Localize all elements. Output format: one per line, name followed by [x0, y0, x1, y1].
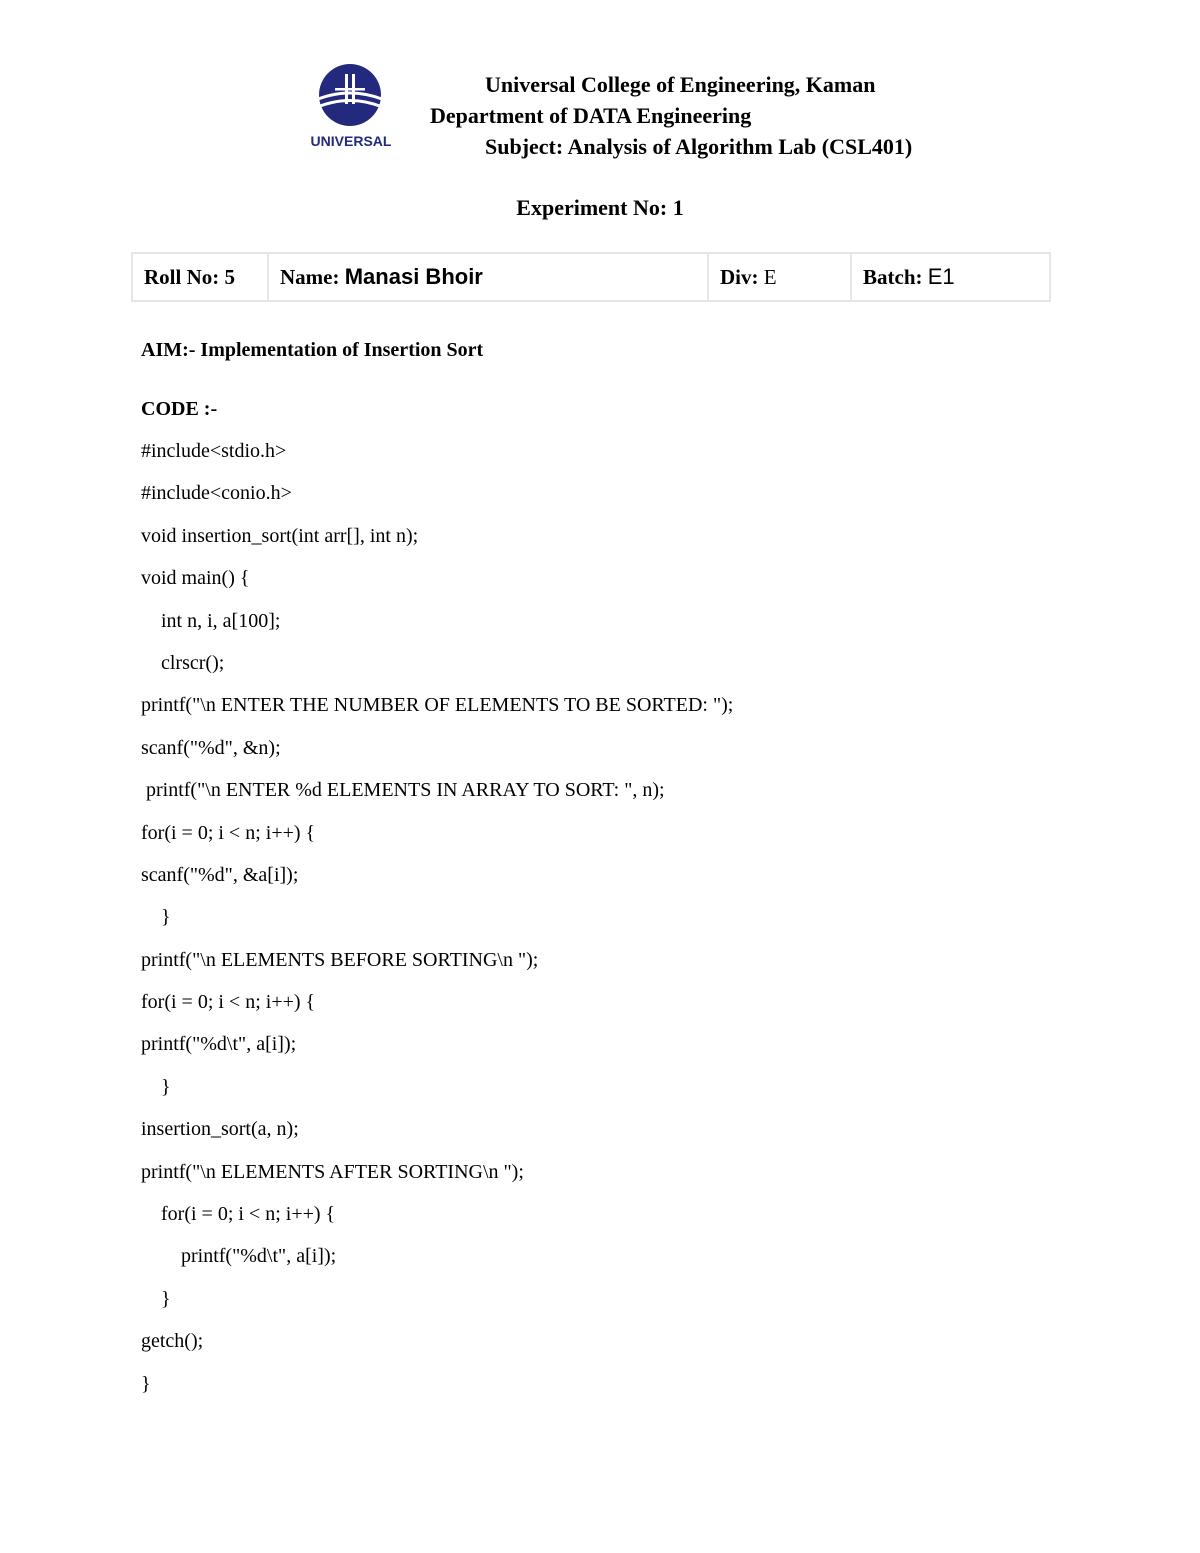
- code-line: #include<stdio.h>: [141, 440, 287, 462]
- code-line: #include<conio.h>: [141, 482, 292, 505]
- roll-value: 5: [224, 264, 235, 289]
- name-label: Name:: [280, 265, 340, 289]
- code-line: scanf("%d", &n);: [141, 736, 281, 759]
- batch-label: Batch:: [863, 265, 923, 289]
- div-value: E: [763, 264, 777, 289]
- div-label: Div:: [720, 264, 759, 289]
- code-line: for(i = 0; i < n; i++) {: [141, 821, 316, 844]
- code-line: getch();: [141, 1330, 204, 1353]
- code-line: void main() {: [141, 567, 250, 590]
- student-info-row: [132, 253, 1050, 301]
- batch-cell: [851, 253, 1050, 301]
- logo-text: UNIVERSAL: [310, 133, 392, 149]
- code-line: for(i = 0; i < n; i++) {: [141, 1203, 336, 1226]
- batch-value: E1: [927, 264, 955, 289]
- div-cell: [708, 253, 851, 301]
- subject-line: Subject: Analysis of Algorithm Lab (CSL401): [485, 134, 913, 159]
- college-name: Universal College of Engineering, Kaman: [485, 72, 876, 97]
- code-line: }: [141, 1372, 151, 1395]
- aim-statement: AIM:- Implementation of Insertion Sort: [141, 339, 484, 361]
- code-line: printf("\n ELEMENTS BEFORE SORTING\n ");: [141, 948, 539, 971]
- student-info-table: [131, 252, 1051, 302]
- code-line: void insertion_sort(int arr[], int n);: [141, 524, 419, 547]
- code-line: printf("\n ENTER THE NUMBER OF ELEMENTS TO BE SORTED: ");: [141, 694, 734, 717]
- code-line: }: [141, 1075, 171, 1098]
- college-logo: [305, 62, 397, 152]
- code-line: scanf("%d", &a[i]);: [141, 863, 299, 886]
- code-listing: [141, 430, 733, 1405]
- code-line: int n, i, a[100];: [141, 609, 281, 632]
- code-line: clrscr();: [141, 651, 225, 674]
- name-value: Manasi Bhoir: [344, 264, 483, 289]
- experiment-title: Experiment No: 1: [516, 195, 684, 220]
- name-cell: [268, 253, 708, 301]
- roll-label: Roll No:: [144, 264, 220, 289]
- code-line: insertion_sort(a, n);: [141, 1118, 299, 1141]
- code-heading: CODE :-: [141, 398, 218, 420]
- code-line: }: [141, 1287, 171, 1310]
- department-name: Department of DATA Engineering: [430, 103, 752, 128]
- roll-cell: [132, 253, 268, 301]
- code-line: for(i = 0; i < n; i++) {: [141, 991, 316, 1014]
- code-line: }: [141, 906, 171, 929]
- code-line: printf("%d\t", a[i]);: [141, 1245, 337, 1268]
- code-line: printf("\n ENTER %d ELEMENTS IN ARRAY TO SORT: ", n);: [141, 779, 665, 802]
- code-line: printf("\n ELEMENTS AFTER SORTING\n ");: [141, 1160, 524, 1183]
- code-line: printf("%d\t", a[i]);: [141, 1033, 297, 1056]
